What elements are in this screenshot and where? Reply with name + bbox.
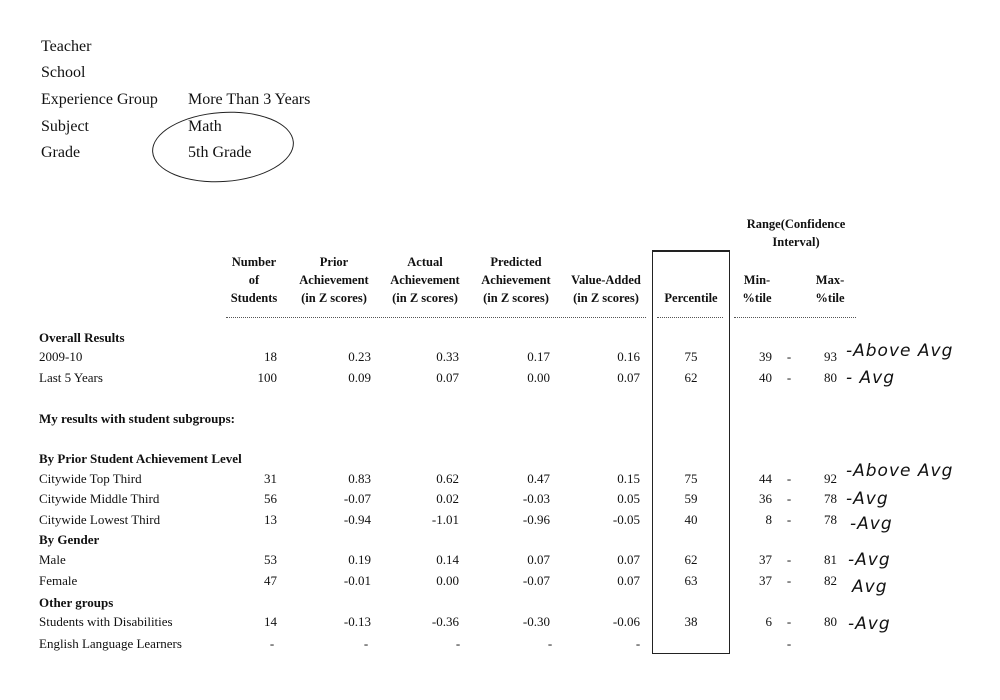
section-overall-results: Overall Results <box>39 330 125 345</box>
cell-actual: -1.01 <box>431 512 459 527</box>
col-header-line: Achievement <box>299 273 369 287</box>
cell-value-added: - <box>635 636 641 651</box>
col-header-line: (in Z scores) <box>483 291 549 305</box>
cell-min: 44 <box>759 471 772 486</box>
school-label: School <box>41 64 86 81</box>
cell-actual: 0.02 <box>436 491 459 506</box>
cell-percentile: 40 <box>684 512 698 527</box>
cell-percentile: 75 <box>684 349 698 364</box>
cell-actual: 0.62 <box>436 471 459 486</box>
section-subgroups-intro: My results with student subgroups: <box>39 411 236 426</box>
cell-max: 80 <box>824 614 837 629</box>
percentile-highlight-box <box>652 250 730 654</box>
cell-percentile: 62 <box>684 552 698 567</box>
row-label: Last 5 Years <box>39 370 103 385</box>
handwritten-note: -Avg <box>850 514 893 534</box>
range-separator: - <box>786 636 792 651</box>
row-label: Students with Disabilities <box>39 614 173 629</box>
cell-actual: 0.33 <box>436 349 459 364</box>
col-header-line: Min- <box>743 273 771 287</box>
cell-prior: -0.07 <box>343 491 371 506</box>
handwritten-note: -Avg <box>848 614 891 634</box>
cell-min: 37 <box>759 573 772 588</box>
cell-min: 39 <box>759 349 772 364</box>
range-group-header <box>734 215 858 251</box>
row-label: Female <box>39 573 78 588</box>
table-row <box>0 370 1000 390</box>
range-separator: - <box>786 471 792 486</box>
cell-predicted: 0.17 <box>527 349 550 364</box>
section-prior-achievement: By Prior Student Achievement Level <box>39 451 242 466</box>
cell-value-added: 0.07 <box>617 573 640 588</box>
cell-min: 8 <box>765 512 772 527</box>
row-label: Male <box>39 552 66 567</box>
range-separator: - <box>786 349 792 364</box>
range-separator: - <box>786 552 792 567</box>
cell-value-added: 0.07 <box>617 370 640 385</box>
cell-value-added: 0.05 <box>617 491 640 506</box>
cell-students: 53 <box>264 552 277 567</box>
cell-actual: 0.00 <box>436 573 459 588</box>
cell-min: 40 <box>759 370 772 385</box>
col-header-line: Predicted <box>490 255 542 269</box>
cell-max: 80 <box>824 370 837 385</box>
handwritten-circle-annotation <box>150 107 297 187</box>
row-label: 2009-10 <box>39 349 83 364</box>
cell-prior: -0.01 <box>343 573 371 588</box>
handwritten-note: Avg <box>852 577 888 597</box>
handwritten-note: -Avg <box>848 550 891 570</box>
col-header-line: Value-Added <box>571 273 641 287</box>
header-divider <box>226 317 646 318</box>
col-header-line: %tile <box>815 291 845 305</box>
col-header-value-added <box>561 271 651 307</box>
cell-students: 100 <box>257 370 277 385</box>
row-label: Citywide Top Third <box>39 471 142 486</box>
col-header-percentile: Percentile <box>664 291 718 305</box>
range-header-line1: Range(Confidence <box>746 217 846 231</box>
col-header-students <box>222 253 286 307</box>
cell-percentile: 63 <box>684 573 698 588</box>
cell-actual: - <box>455 636 461 651</box>
cell-predicted: 0.07 <box>527 552 550 567</box>
cell-students: 13 <box>264 512 277 527</box>
col-header-predicted <box>471 253 561 307</box>
cell-value-added: 0.15 <box>617 471 640 486</box>
col-header-line: (in Z scores) <box>392 291 458 305</box>
cell-students: - <box>269 636 275 651</box>
cell-value-added: -0.05 <box>612 512 640 527</box>
cell-percentile: 75 <box>684 471 698 486</box>
cell-students: 14 <box>264 614 277 629</box>
col-header-line: of <box>248 273 260 287</box>
cell-value-added: 0.16 <box>617 349 640 364</box>
grade-label: Grade <box>41 144 81 161</box>
col-header-line: Students <box>230 291 278 305</box>
range-separator: - <box>786 512 792 527</box>
cell-min: 37 <box>759 552 772 567</box>
cell-percentile: 62 <box>684 370 698 385</box>
range-separator: - <box>786 614 792 629</box>
col-header-line: Achievement <box>390 273 460 287</box>
cell-predicted: 0.00 <box>527 370 550 385</box>
cell-predicted: 0.47 <box>527 471 550 486</box>
cell-actual: -0.36 <box>431 614 459 629</box>
cell-prior: - <box>363 636 369 651</box>
section-gender: By Gender <box>39 532 100 547</box>
col-header-prior <box>289 253 379 307</box>
cell-prior: 0.23 <box>348 349 371 364</box>
col-header-actual <box>380 253 470 307</box>
table-row <box>0 552 1000 572</box>
experience-group-value: More Than 3 Years <box>188 91 311 108</box>
experience-group-label: Experience Group <box>41 91 158 108</box>
cell-actual: 0.14 <box>436 552 459 567</box>
cell-prior: -0.13 <box>343 614 371 629</box>
subject-value: Math <box>188 118 222 135</box>
handwritten-note: - Avg <box>846 368 896 388</box>
grade-value: 5th Grade <box>188 144 252 161</box>
range-separator: - <box>786 370 792 385</box>
range-separator: - <box>786 573 792 588</box>
cell-value-added: -0.06 <box>612 614 640 629</box>
table-row <box>0 512 1000 532</box>
col-header-line: (in Z scores) <box>573 291 639 305</box>
handwritten-note: -Avg <box>846 489 889 509</box>
cell-predicted: -0.03 <box>522 491 550 506</box>
subject-label: Subject <box>41 118 89 135</box>
table-row <box>0 491 1000 511</box>
col-header-line: Max- <box>815 273 845 287</box>
table-row <box>0 614 1000 634</box>
cell-students: 31 <box>264 471 277 486</box>
cell-value-added: 0.07 <box>617 552 640 567</box>
cell-max: 92 <box>824 471 837 486</box>
header-divider <box>734 317 856 318</box>
cell-prior: 0.83 <box>348 471 371 486</box>
cell-percentile: 38 <box>684 614 698 629</box>
cell-max: 81 <box>824 552 837 567</box>
row-label: Citywide Middle Third <box>39 491 160 506</box>
cell-students: 18 <box>264 349 277 364</box>
cell-max: 93 <box>824 349 837 364</box>
cell-max: 82 <box>824 573 837 588</box>
col-header-line: %tile <box>742 291 772 305</box>
cell-predicted: -0.07 <box>522 573 550 588</box>
range-header-line2: Interval) <box>772 235 820 249</box>
section-other-groups: Other groups <box>39 595 114 610</box>
col-header-max <box>806 271 854 307</box>
table-row <box>0 636 1000 656</box>
col-header-line: Prior <box>319 255 349 269</box>
col-header-min <box>733 271 781 307</box>
cell-prior: 0.09 <box>348 370 371 385</box>
row-label: Citywide Lowest Third <box>39 512 161 527</box>
handwritten-note: -Above Avg <box>846 461 954 481</box>
table-row <box>0 573 1000 597</box>
row-label: English Language Learners <box>39 636 182 651</box>
cell-min: 36 <box>759 491 772 506</box>
cell-actual: 0.07 <box>436 370 459 385</box>
cell-predicted: -0.30 <box>522 614 550 629</box>
cell-min: 6 <box>765 614 772 629</box>
col-header-line: Actual <box>407 255 443 269</box>
col-header-line: Achievement <box>481 273 551 287</box>
col-header-line: (in Z scores) <box>301 291 367 305</box>
col-header-line: Number <box>231 255 277 269</box>
cell-max: 78 <box>824 491 837 506</box>
teacher-label: Teacher <box>41 38 92 55</box>
cell-max: 78 <box>824 512 837 527</box>
range-separator: - <box>786 491 792 506</box>
table-row <box>0 461 1000 491</box>
cell-predicted: - <box>547 636 553 651</box>
cell-percentile: 59 <box>684 491 698 506</box>
cell-prior: -0.94 <box>343 512 371 527</box>
cell-prior: 0.19 <box>348 552 371 567</box>
table-row <box>0 341 1000 369</box>
cell-students: 56 <box>264 491 277 506</box>
handwritten-note: -Above Avg <box>846 341 954 361</box>
cell-predicted: -0.96 <box>522 512 550 527</box>
cell-students: 47 <box>264 573 277 588</box>
